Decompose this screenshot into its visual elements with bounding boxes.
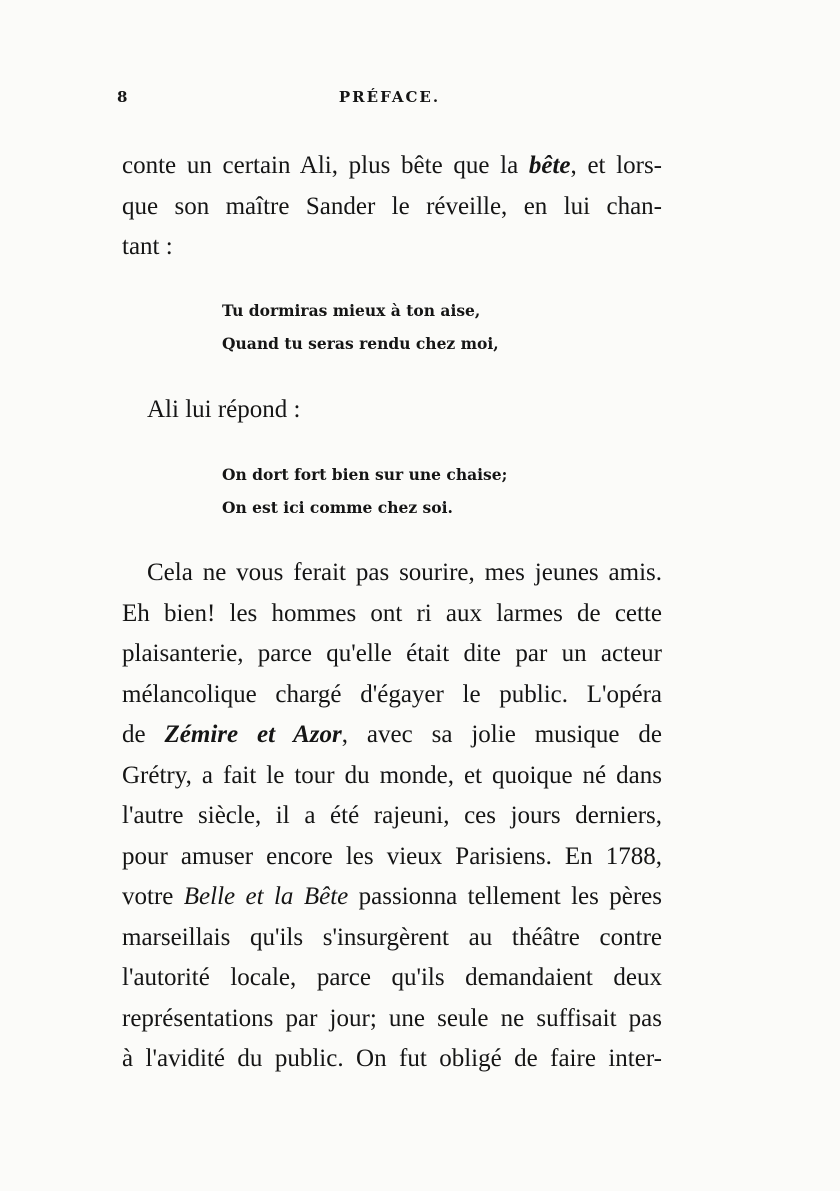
- text-line: Cela ne vous ferait pas sourire, mes jeunes amis.: [147, 559, 662, 586]
- ali-reply: Ali lui répond :: [147, 396, 301, 423]
- verse-block-1: [222, 294, 499, 360]
- page-header: [117, 88, 662, 112]
- text-run: de: [122, 721, 165, 748]
- text-run: votre: [122, 883, 184, 910]
- verse-line: Quand tu seras rendu chez moi,: [222, 334, 499, 353]
- text-line: Grétry, a fait le tour du monde, et quoique né dans: [122, 761, 662, 789]
- running-title: PRÉFACE.: [338, 88, 441, 106]
- paragraph-1: [122, 146, 662, 268]
- page-number: 8: [117, 88, 128, 106]
- text-line: [122, 877, 662, 918]
- text-line: l'autorité locale, parce qu'ils demandaient deux: [122, 964, 662, 991]
- italic-title: Belle et la Bête: [183, 883, 349, 910]
- text-line: [122, 715, 662, 756]
- text-run: conte un certain Ali, plus bête que la: [122, 152, 529, 179]
- text-line: tant :: [122, 233, 173, 260]
- text-line: représentations par jour; une seule ne suffisait pas: [122, 1004, 662, 1032]
- text-line: [122, 146, 662, 187]
- paragraph-2: [122, 553, 662, 1080]
- text-line: à l'avidité du public. On fut obligé de faire inter-: [122, 1045, 662, 1072]
- italic-word: bête: [528, 152, 571, 179]
- text-line: pour amuser encore les vieux Parisiens. En 1788,: [122, 842, 662, 870]
- verse-line: On dort fort bien sur une chaise;: [222, 465, 508, 484]
- text-line: que son maître Sander le réveille, en lui chan-: [122, 192, 662, 220]
- verse-line: Tu dormiras mieux à ton aise,: [222, 301, 481, 320]
- text-line: Eh bien! les hommes ont ri aux larmes de cette: [122, 599, 662, 627]
- text-line: plaisanterie, parce qu'elle était dite par un acteur: [122, 640, 662, 667]
- italic-title: Zémire et Azor: [164, 721, 342, 748]
- text-run: , et lors-: [570, 152, 662, 179]
- text-run: , avec sa jolie musique de: [341, 721, 662, 748]
- text-line: l'autre siècle, il a été rajeuni, ces jours derniers,: [122, 802, 662, 829]
- text-line: mélancolique chargé d'égayer le public. L'opéra: [122, 680, 662, 708]
- verse-block-2: [222, 458, 507, 524]
- verse-line: On est ici comme chez soi.: [222, 498, 453, 517]
- text-line: marseillais qu'ils s'insurgèrent au théâtre contre: [122, 923, 662, 951]
- text-run: passionna tellement les pères: [348, 883, 662, 910]
